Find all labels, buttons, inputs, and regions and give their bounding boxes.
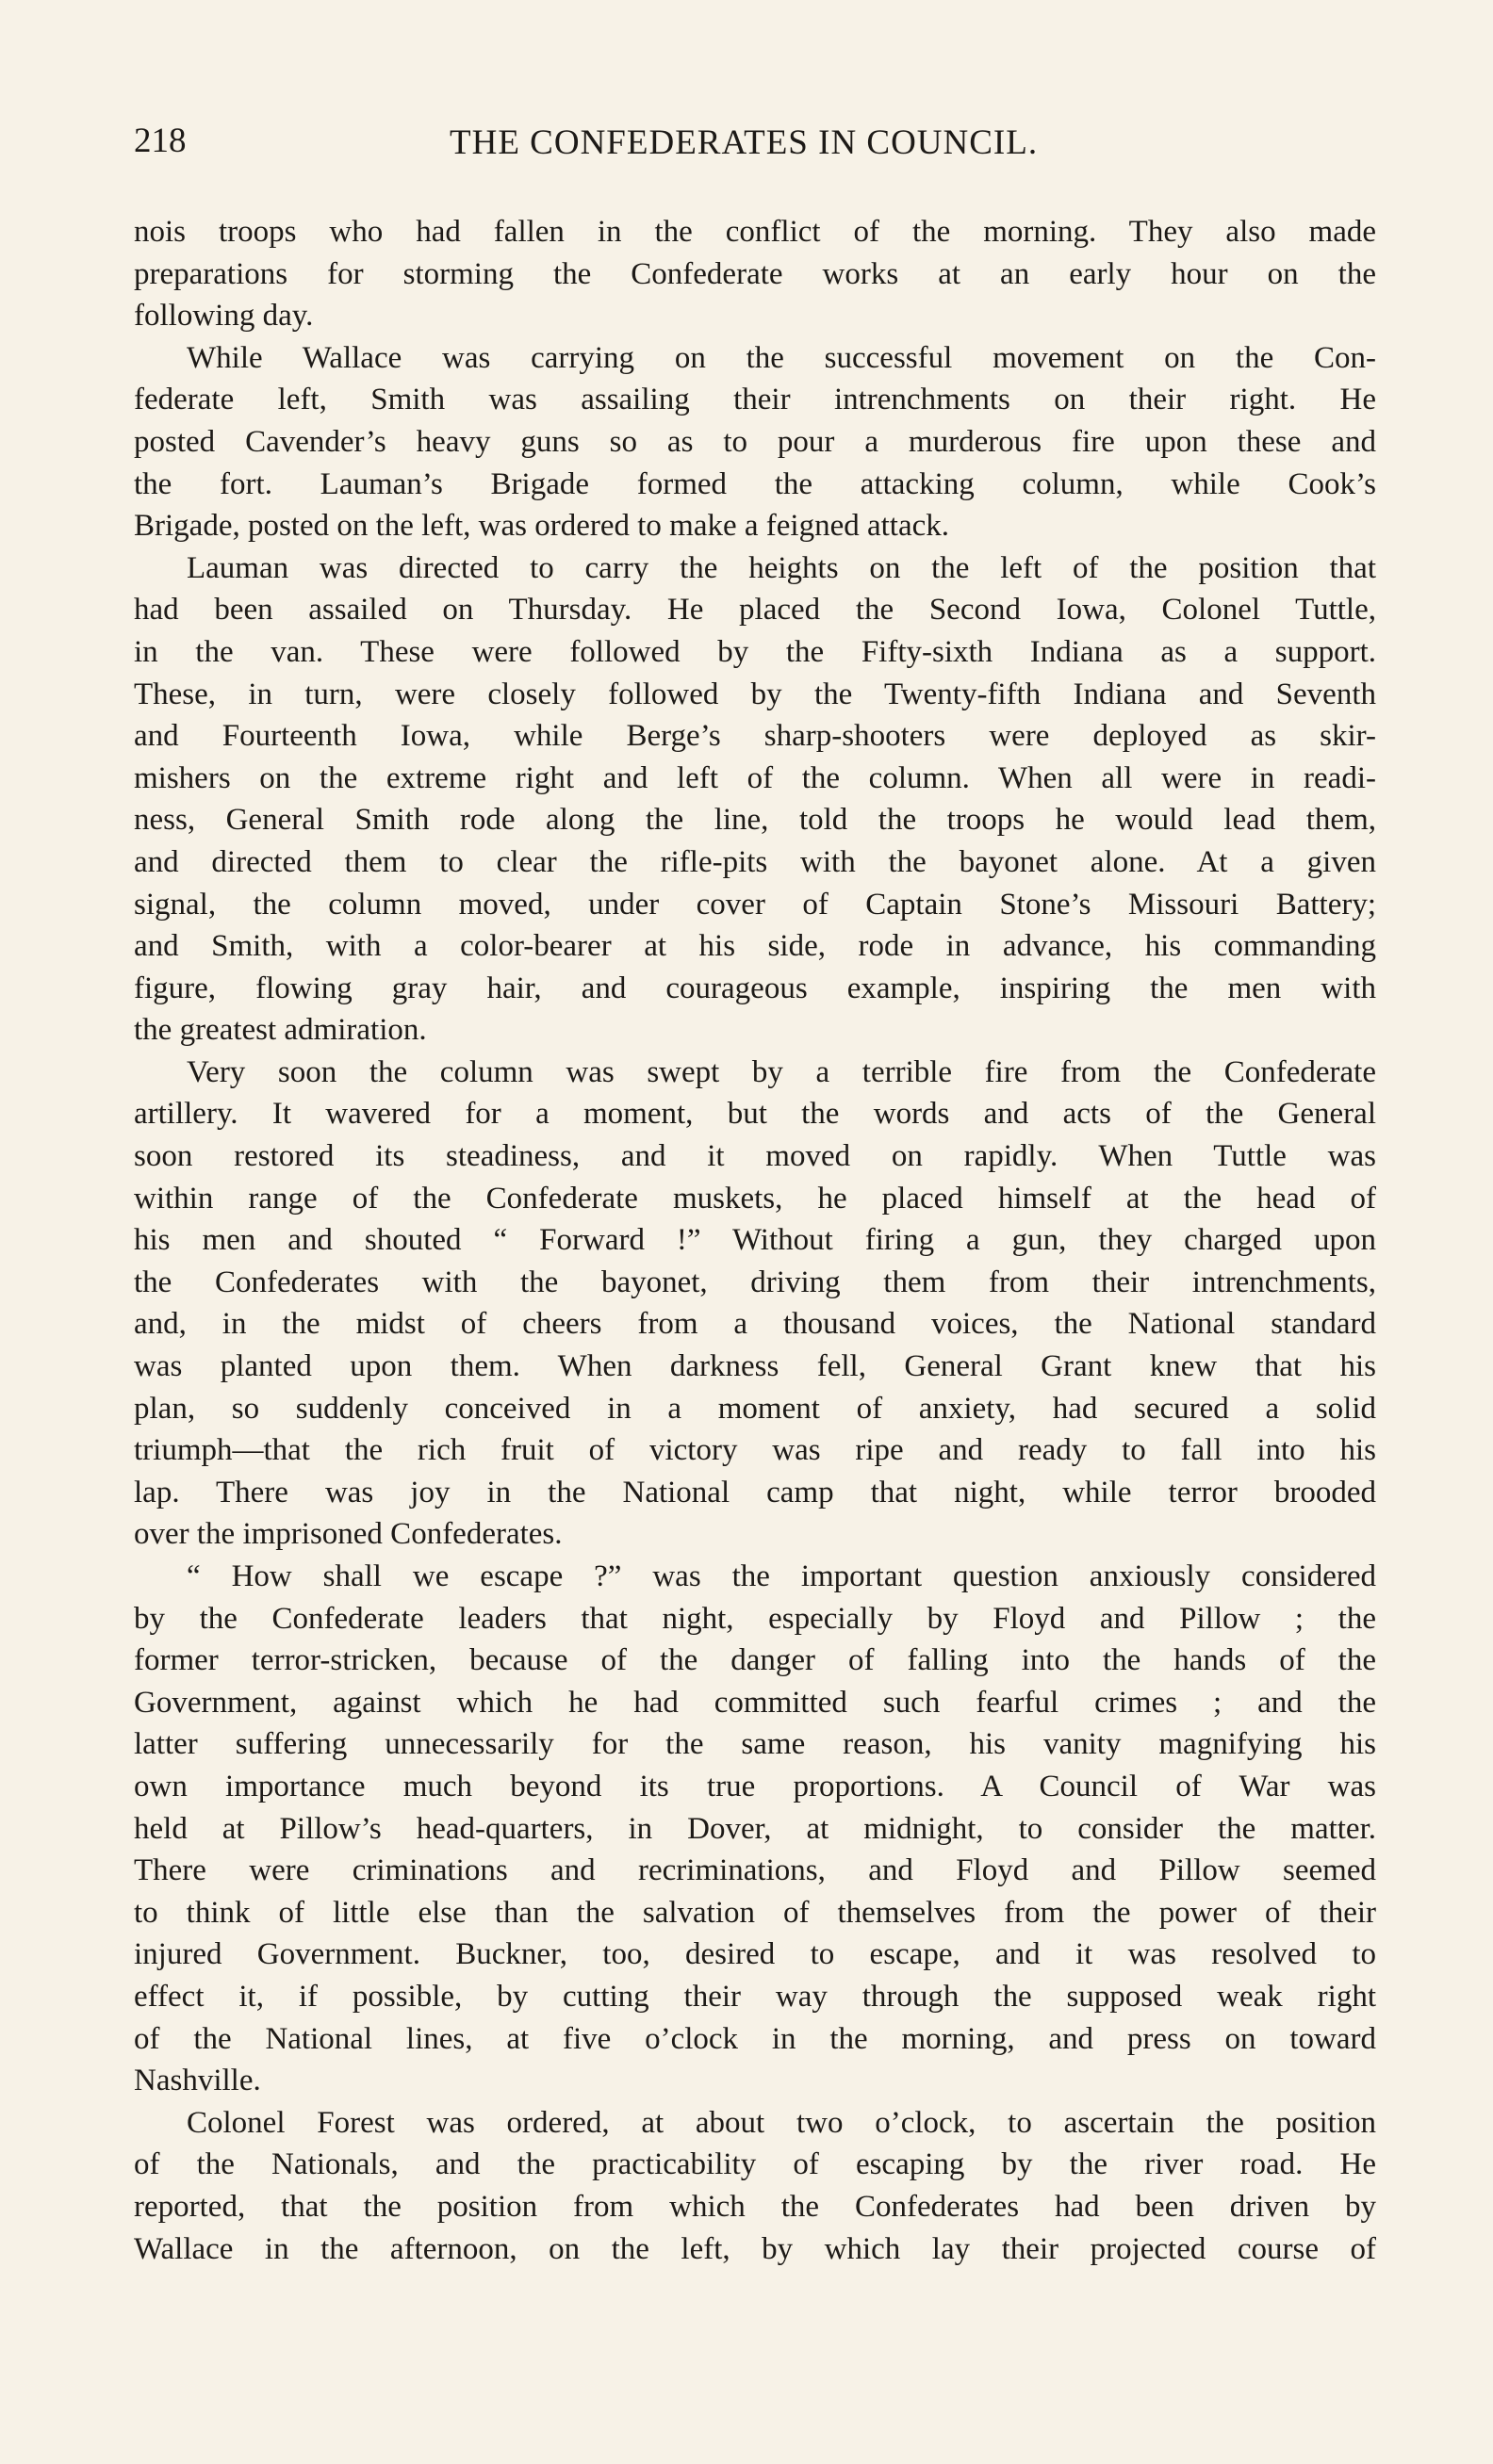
text-line: Government, against which he had committed such fearful crimes ; and the: [134, 1685, 1376, 1720]
text-line: of the Nationals, and the practicability of escaping by the river road. He: [134, 2147, 1376, 2182]
text-line: and directed them to clear the rifle-pits with the bayonet alone. At a given: [134, 844, 1376, 879]
text-line: the fort. Lauman’s Brigade formed the attacking column, while Cook’s: [134, 466, 1376, 501]
text-line: nois troops who had fallen in the conflict of the morning. They also made: [134, 215, 1376, 249]
text-line: and, in the midst of cheers from a thousand voices, the National standard: [134, 1307, 1376, 1342]
text-line: reported, that the position from which the Confederates had been driven by: [134, 2189, 1376, 2224]
text-line: soon restored its steadiness, and it moved on rapidly. When Tuttle was: [134, 1139, 1376, 1174]
text-line: triumph—that the rich fruit of victory was ripe and ready to fall into his: [134, 1433, 1376, 1468]
text-line: by the Confederate leaders that night, especially by Floyd and Pillow ; the: [134, 1601, 1376, 1636]
text-line: over the imprisoned Confederates.: [134, 1517, 563, 1552]
text-line: latter suffering unnecessarily for the same reason, his vanity magnifying his: [134, 1727, 1376, 1762]
text-line: “ How shall we escape ?” was the important question anxiously considered: [187, 1559, 1376, 1593]
text-line: signal, the column moved, under cover of Captain Stone’s Missouri Battery;: [134, 887, 1376, 922]
text-line: Colonel Forest was ordered, at about two o’clock, to ascertain the position: [187, 2105, 1376, 2140]
text-line: and Fourteenth Iowa, while Berge’s sharp-shooters were deployed as skir-: [134, 719, 1376, 754]
text-line: plan, so suddenly conceived in a moment of anxiety, had secured a solid: [134, 1391, 1376, 1426]
text-line: the Confederates with the bayonet, driving them from their intrenchments,: [134, 1265, 1376, 1299]
text-line: Very soon the column was swept by a terrible fire from the Confederate: [187, 1054, 1376, 1089]
page-header: [134, 122, 1376, 170]
text-line: former terror-stricken, because of the danger of falling into the hands of the: [134, 1643, 1376, 1678]
text-line: in the van. These were followed by the Fifty-sixth Indiana as a support.: [134, 634, 1376, 669]
text-line: within range of the Confederate muskets, he placed himself at the head of: [134, 1181, 1376, 1216]
running-head: THE CONFEDERATES IN COUNCIL.: [450, 123, 1039, 162]
text-line: effect it, if possible, by cutting their way through the supposed weak right: [134, 1979, 1376, 2014]
text-line: the greatest admiration.: [134, 1013, 427, 1048]
text-line: Wallace in the afternoon, on the left, by which lay their projected course of: [134, 2231, 1376, 2266]
text-line: his men and shouted “ Forward !” Without firing a gun, they charged upon: [134, 1223, 1376, 1258]
text-line: mishers on the extreme right and left of the column. When all were in readi-: [134, 760, 1376, 795]
text-line: Lauman was directed to carry the heights on the left of the position that: [187, 550, 1376, 585]
page-number: 218: [134, 122, 187, 160]
text-line: of the National lines, at five o’clock in the morning, and press on toward: [134, 2021, 1376, 2056]
text-line: injured Government. Buckner, too, desired to escape, and it was resolved to: [134, 1937, 1376, 1972]
text-line: ness, General Smith rode along the line, told the troops he would lead them,: [134, 803, 1376, 838]
text-line: Nashville.: [134, 2064, 261, 2098]
text-line: posted Cavender’s heavy guns so as to pour a murderous fire upon these and: [134, 424, 1376, 459]
text-line: These, in turn, were closely followed by the Twenty-fifth Indiana and Seventh: [134, 677, 1376, 711]
text-line: figure, flowing gray hair, and courageous example, inspiring the men with: [134, 971, 1376, 1005]
text-line: held at Pillow’s head-quarters, in Dover, at midnight, to consider the matter.: [134, 1811, 1376, 1846]
text-line: federate left, Smith was assailing their intrenchments on their right. He: [134, 383, 1376, 417]
text-line: There were criminations and recriminations, and Floyd and Pillow seemed: [134, 1853, 1376, 1888]
body-text: [134, 211, 1376, 2270]
text-line: had been assailed on Thursday. He placed the Second Iowa, Colonel Tuttle,: [134, 593, 1376, 628]
text-line: following day.: [134, 299, 314, 334]
text-line: to think of little else than the salvation of themselves from the power of their: [134, 1895, 1376, 1930]
text-line: lap. There was joy in the National camp that night, while terror brooded: [134, 1475, 1376, 1509]
text-line: was planted upon them. When darkness fell, General Grant knew that his: [134, 1349, 1376, 1384]
text-line: artillery. It wavered for a moment, but the words and acts of the General: [134, 1097, 1376, 1132]
text-line: While Wallace was carrying on the successful movement on the Con-: [187, 340, 1376, 375]
text-line: and Smith, with a color-bearer at his side, rode in advance, his commanding: [134, 929, 1376, 964]
text-line: preparations for storming the Confederate works at an early hour on the: [134, 256, 1376, 291]
text-line: Brigade, posted on the left, was ordered to make a feigned attack.: [134, 509, 950, 544]
text-line: own importance much beyond its true proportions. A Council of War was: [134, 1769, 1376, 1803]
